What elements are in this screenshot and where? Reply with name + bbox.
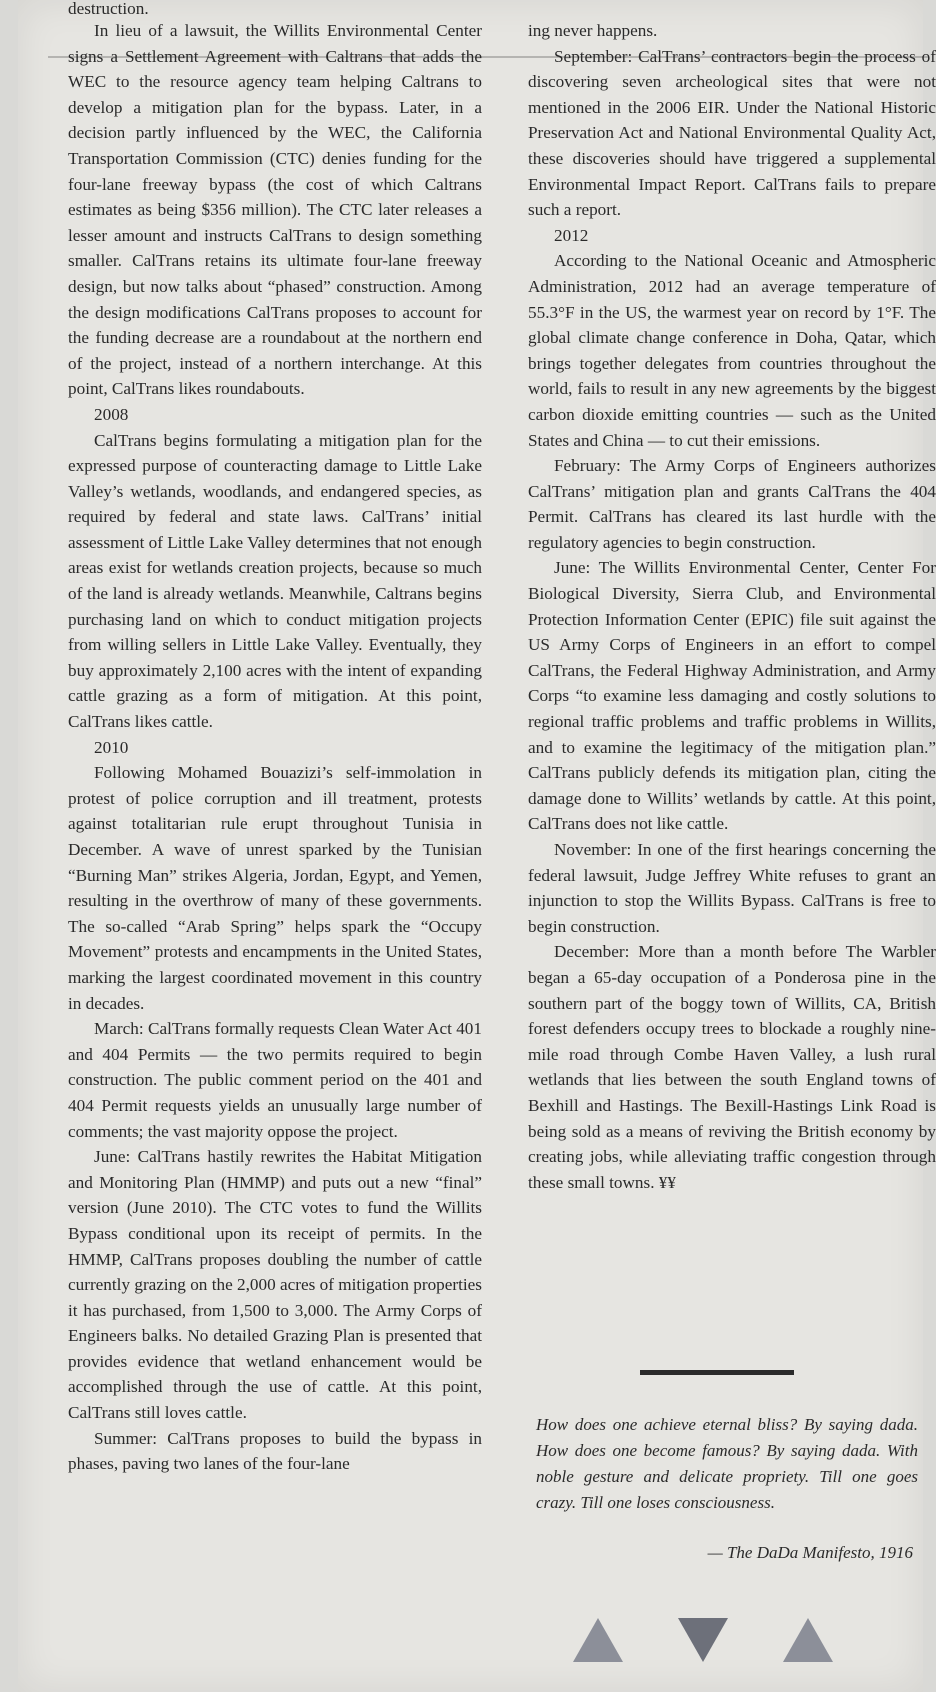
year-heading: 2012 bbox=[554, 225, 589, 245]
cut-off-text: destruction. bbox=[68, 0, 149, 18]
paragraph: According to the National Oceanic and Atmospheric Administration, 2012 had an average temperature of 55.3°F in the US, the warmest year on record by 1°F. The global climate change conference in Doha, Qatar, which brings together delegates from countries throughout the world, fails to result in any new agreements by the biggest carbon dioxide emitting countries — such as the United States and China — to cut their emissions. bbox=[528, 251, 936, 450]
paragraph: December: More than a month before The Warbler began a 65-day occupation of a Ponderosa pine in the southern part of the boggy town of Willits, CA, British forest defenders occupy trees to blockade a roughly nine-mile road through Combe Haven Valley, a lush rural wetlands that lies between the south England towns of Bexhill and Hastings. The Bexill-Hastings Link Road is being sold as a means of reviving the British economy by creating jobs, while alleviating traffic congestion through these small towns. ¥¥ bbox=[528, 942, 936, 1192]
paragraph: June: CalTrans hastily rewrites the Habitat Mitigation and Monitoring Plan (HMMP) and puts out a new “final” version (June 2010). The CTC votes to fund the Willits Bypass conditional upon its receipt of permits. In the HMMP, CalTrans proposes doubling the number of cattle currently grazing on the 2,000 acres of mitigation properties it has purchased, from 1,500 to 3,000. The Army Corps of Engineers balks. No detailed Grazing Plan is presented that provides evidence that wetland enhancement would be accomplished through the use of cattle. At this point, CalTrans still loves cattle. bbox=[68, 1147, 482, 1423]
paragraph: March: CalTrans formally requests Clean Water Act 401 and 404 Permits — the two permits required to begin construction. The public comment period on the 401 and 404 Permit requests yields an unusually large number of comments; the vast majority oppose the project. bbox=[68, 1019, 482, 1141]
triangle-up-icon bbox=[783, 1618, 833, 1662]
newspaper-page bbox=[18, 0, 936, 1692]
paragraph: CalTrans begins formulating a mitigation plan for the expressed purpose of counteracting damage to Little Lake Valley’s wetlands, woodlands, and endangered species, as required by federal and state laws. CalTrans’ initial assessment of Little Lake Valley determines that not enough areas exist for wetlands creation projects, because so much of the land is already wetlands. Meanwhile, Caltrans begins purchasing land on which to conduct mitigation projects from willing sellers in Little Lake Valley. Eventually, they buy approximately 2,100 acres with the intent of expanding cattle grazing as a form of mitigation. At this point, CalTrans likes cattle. bbox=[68, 430, 482, 732]
paragraph: In lieu of a lawsuit, the Willits Environmental Center signs a Settlement Agreement with Caltrans that adds the WEC to the resource agency team helping Caltrans to develop a mitigation plan for the bypass. Later, in a decision partly influenced by the WEC, the California Transportation Commission (CTC) denies funding for the four-lane freeway bypass (the cost of which Caltrans estimates as being $356 million). The CTC later releases a lesser amount and instructs CalTrans to design something smaller. CalTrans retains its ultimate four-lane freeway design, but now talks about “phased” construction. Among the design modifications CalTrans proposes to account for the funding decrease are a roundabout at the northern end of the project, instead of a northern interchange. At this point, CalTrans likes roundabouts. bbox=[68, 21, 482, 399]
triangle-down-icon bbox=[678, 1618, 728, 1662]
year-heading: 2008 bbox=[94, 404, 129, 424]
paragraph: June: The Willits Environmental Center, Center For Biological Diversity, Sierra Club, and Environmental Protection Information Center (EPIC) file suit against the US Army Corps of Engineers in an effort to compel CalTrans, the Federal Highway Administration, and Army Corps “to examine less damaging and costly solutions to regional traffic problems and traffic problems in Willits, and to examine the legitimacy of the mitigation plan.” CalTrans publicly defends its mitigation plan, citing the damage done to Willits’ wetlands by cattle. At this point, CalTrans does not like cattle. bbox=[528, 558, 936, 834]
triangle-up-icon bbox=[573, 1618, 623, 1662]
paragraph: Following Mohamed Bouazizi’s self-immolation in protest of police corruption and ill treatment, protests against totalitarian rule erupt throughout Tunisia in December. A wave of unrest sparked by the Tunisian “Burning Man” strikes Algeria, Jordan, Egypt, and Yemen, resulting in the overthrow of many of these governments. The so-called “Arab Spring” helps spark the “Occupy Movement” protests and encampments in the United States, marking the largest coordinated movement in this country in decades. bbox=[68, 763, 482, 1013]
pull-quote: How does one achieve eternal bliss? By saying dada. How does one become famous? By saying dada. With noble gesture and delicate propriety. Till one goes crazy. Till one loses consciousness. bbox=[536, 1415, 918, 1512]
cut-off-fragment bbox=[68, 0, 482, 18]
year-heading: 2010 bbox=[94, 737, 129, 757]
right-column bbox=[528, 18, 936, 1195]
section-divider bbox=[640, 1370, 794, 1375]
paragraph: Summer: CalTrans proposes to build the bypass in phases, paving two lanes of the four-lane bbox=[68, 1428, 482, 1474]
paragraph: November: In one of the first hearings concerning the federal lawsuit, Judge Jeffrey White refuses to grant an injunction to stop the Willits Bypass. CalTrans is free to begin construction. bbox=[528, 840, 936, 936]
continued-text: ing never happens. bbox=[528, 21, 658, 40]
paragraph: February: The Army Corps of Engineers authorizes CalTrans’ mitigation plan and grants CalTrans the 404 Permit. CalTrans has cleared its last hurdle with the regulatory agencies to begin construction. bbox=[528, 456, 936, 552]
left-column bbox=[68, 18, 482, 1477]
paragraph: September: CalTrans’ contractors begin the process of discovering seven archeological sites that were not mentioned in the 2006 EIR. Under the National Historic Preservation Act and National Environmental Quality Act, these discoveries should have triggered a supplemental Environmental Impact Report. CalTrans fails to prepare such a report. bbox=[528, 46, 936, 220]
quote-attribution: — The DaDa Manifesto, 1916 bbox=[707, 1543, 913, 1562]
